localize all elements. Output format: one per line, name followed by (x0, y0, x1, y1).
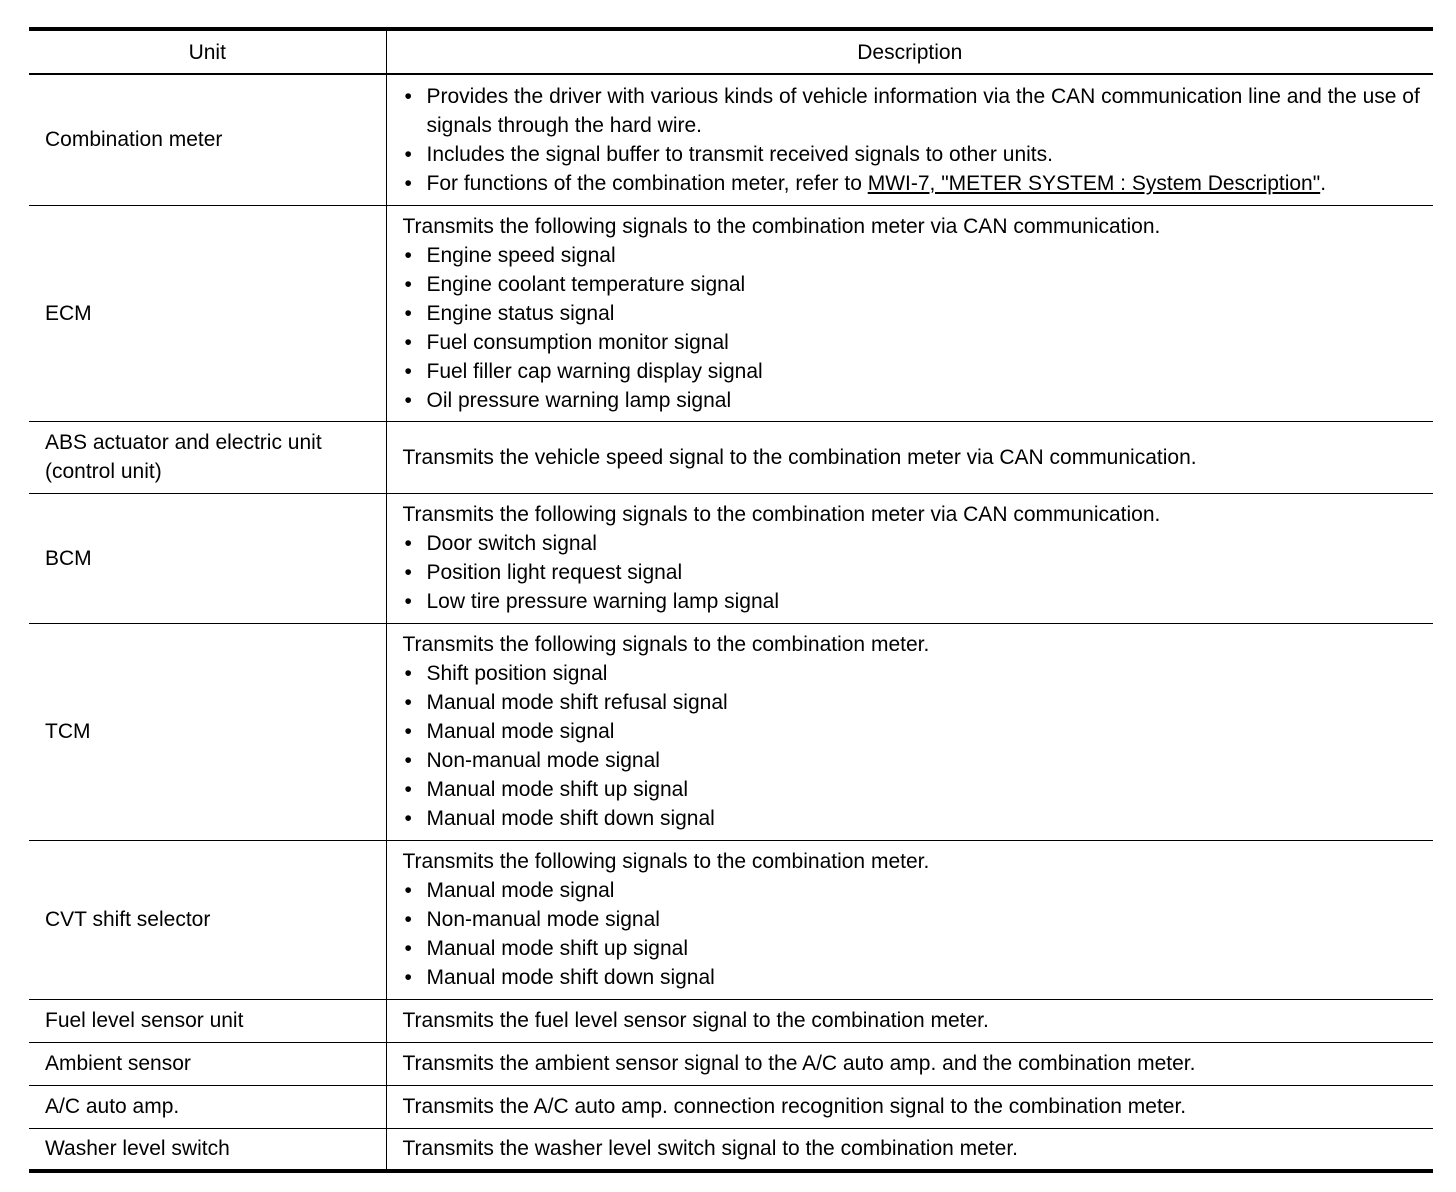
description-cell (386, 1128, 1433, 1171)
signal-list-item: • Fuel consumption monitor signal (403, 328, 1426, 357)
signal-list-item: • Manual mode shift up signal (403, 775, 1426, 804)
signal-list-item: • Non-manual mode signal (403, 905, 1426, 934)
description-text: Transmits the ambient sensor signal to the A/C auto amp. and the combination meter. (402, 1052, 1196, 1075)
description-text: Transmits the following signals to the combination meter via CAN communication. (402, 214, 1161, 238)
table-body (29, 74, 1433, 1171)
description-text: Transmits the following signals to the combination meter. (402, 850, 930, 873)
signal-list-item: • Includes the signal buffer to transmit received signals to other units. (403, 140, 1426, 169)
unit-cell (29, 1042, 386, 1085)
signal-list-item: • Shift position signal (403, 659, 1426, 688)
description-text: Transmits the washer level switch signal to the combination meter. (402, 1137, 1018, 1161)
description-text: Transmits the following signals to the combination meter via CAN communication. (402, 503, 1161, 526)
description-cell (386, 205, 1433, 421)
unit-label: (control unit) (45, 460, 162, 483)
signal-list-item: • Door switch signal (403, 529, 1426, 558)
unit-label: CVT shift selector (45, 908, 211, 931)
signal-list-item: • Non-manual mode signal (403, 746, 1426, 775)
signal-list (403, 82, 1426, 198)
unit-label: BCM (45, 546, 92, 570)
unit-cell (29, 999, 386, 1042)
signal-list-item: • Manual mode shift down signal (403, 804, 1426, 833)
unit-label: Washer level switch (45, 1137, 230, 1161)
table-row (29, 1042, 1433, 1085)
table-row (29, 840, 1433, 999)
signal-list-item: • Manual mode signal (403, 717, 1426, 746)
description-text: Transmits the A/C auto amp. connection recognition signal to the combination meter. (402, 1095, 1187, 1118)
unit-cell (29, 1085, 386, 1128)
table-row (29, 1085, 1433, 1128)
signal-list-item: • Provides the driver with various kinds of vehicle information via the CAN communication line and the use of signals through the hard wire. (403, 82, 1426, 140)
description-cell (386, 421, 1433, 493)
signal-list (403, 529, 1426, 616)
signal-list-item: • Engine speed signal (403, 241, 1426, 270)
description-cell (386, 999, 1433, 1042)
unit-cell (29, 1128, 386, 1171)
header-row (29, 29, 1433, 74)
signal-list-item: • Oil pressure warning lamp signal (403, 386, 1426, 415)
table-row (29, 74, 1433, 205)
reference-prefix: For functions of the combination meter, refer to (426, 171, 868, 195)
description-cell (386, 1042, 1433, 1085)
description-text: Transmits the following signals to the combination meter. (402, 633, 930, 656)
description-cell (386, 74, 1433, 205)
signal-list-item: • Manual mode signal (403, 876, 1426, 905)
unit-cell (29, 205, 386, 421)
signal-list-item: • Manual mode shift up signal (403, 934, 1426, 963)
header-unit: Unit (29, 29, 386, 74)
signal-list-item: • Engine coolant temperature signal (403, 270, 1426, 299)
unit-label: A/C auto amp. (45, 1095, 180, 1118)
table-row (29, 205, 1433, 421)
signal-list-item: • Low tire pressure warning lamp signal (403, 587, 1426, 616)
unit-label: TCM (45, 720, 91, 743)
signal-list-item: • Engine status signal (403, 299, 1426, 328)
table-row (29, 421, 1433, 493)
unit-cell (29, 840, 386, 999)
description-cell (386, 840, 1433, 999)
signal-list-item: • Manual mode shift refusal signal (403, 688, 1426, 717)
unit-label: ABS actuator and electric unit (45, 431, 322, 454)
description-text: Transmits the vehicle speed signal to the combination meter via CAN communication. (402, 445, 1197, 469)
signal-list-item: • Position light request signal (403, 558, 1426, 587)
description-cell (386, 1085, 1433, 1128)
unit-description-table (29, 27, 1433, 1173)
unit-cell (29, 623, 386, 840)
meter-system-reference-link[interactable]: MWI-7, "METER SYSTEM : System Description" (867, 171, 1321, 195)
table-row (29, 623, 1433, 840)
table-row (29, 1128, 1433, 1171)
signal-list (403, 659, 1426, 833)
reference-list-item (403, 169, 1426, 198)
signal-list-item: • Fuel filler cap warning display signal (403, 357, 1426, 386)
unit-cell (29, 493, 386, 623)
table-row (29, 999, 1433, 1042)
unit-cell (29, 74, 386, 205)
header-description: Description (386, 29, 1433, 74)
description-text: Transmits the fuel level sensor signal to the combination meter. (402, 1009, 989, 1032)
signal-list (403, 241, 1426, 415)
signal-list (403, 876, 1426, 992)
table-row (29, 493, 1433, 623)
unit-label: Fuel level sensor unit (45, 1009, 244, 1032)
signal-list-item: • Manual mode shift down signal (403, 963, 1426, 992)
unit-cell (29, 421, 386, 493)
unit-label: Ambient sensor (45, 1052, 191, 1075)
reference-suffix: . (1320, 171, 1327, 195)
unit-label: Combination meter (45, 128, 223, 152)
description-cell (386, 623, 1433, 840)
description-cell (386, 493, 1433, 623)
unit-label: ECM (45, 301, 92, 325)
